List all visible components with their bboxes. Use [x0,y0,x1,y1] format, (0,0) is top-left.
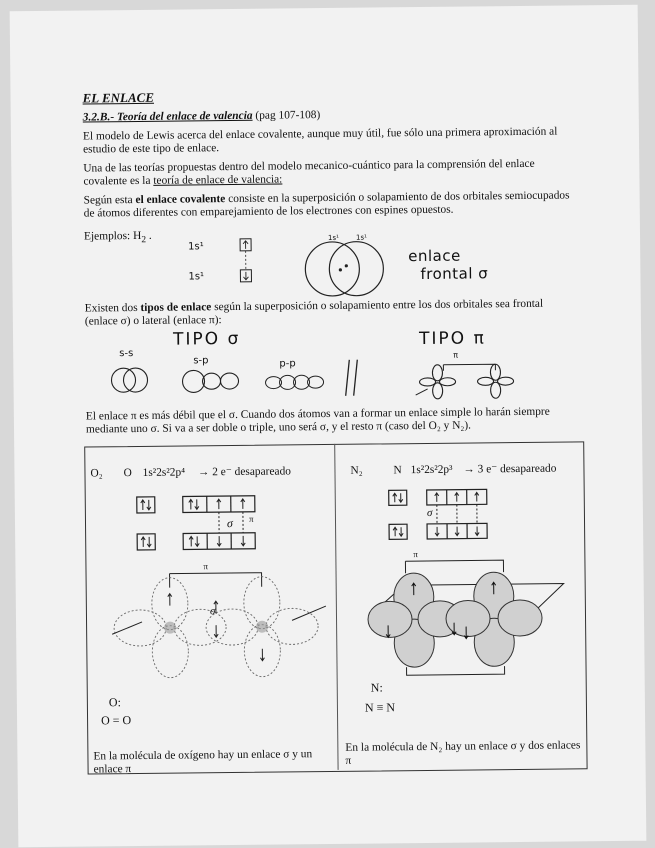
sigma-overlap-sketches [109,359,439,402]
o2-header [90,465,291,480]
o2-config: 1s²2s²2p⁴ [142,466,186,479]
n2-molecule: N₂ [350,464,363,477]
paragraph-theories [83,157,571,188]
n2-bond-drawing [363,553,574,679]
o2-sigma-drawing-label: σ [209,605,216,618]
paragraph-theories-text: Una de las teorías propuestas dentro del modelo mecanico-cuántico para la comprensión del enlace covalente es la [83,157,535,188]
o2-bond-drawing [111,564,328,684]
examples-label [84,230,152,248]
bond-types-a: Existen dos [84,301,141,315]
scanned-page [10,5,647,848]
tipo-pi-label: TIPO π [418,328,486,350]
h2-orbital-label-right: 1s¹ [355,233,367,242]
pp-label: p-p [279,358,296,370]
h2-label-top: 1s¹ [188,241,204,253]
section-heading [83,109,321,124]
examples-sub: 2 [141,235,147,246]
h2-overlap-drawing [302,239,393,298]
n2-header [350,463,556,478]
pi-overlap-sketch [415,354,525,403]
o2-orbital-diagram [131,493,272,556]
paragraph-bond-types [85,297,573,328]
o2-lewis: O: [108,695,121,710]
hand-note-enlace: enlace [408,246,461,266]
n2-unpaired: → 3 e⁻ desapareado [463,462,557,476]
section-title: 3.2.B.- Teoría del enlace de valencia [82,109,253,124]
n2-sigma-label: σ [426,506,433,519]
o2-pi-small: π [248,513,254,524]
section-pages: (pag 107-108) [255,109,321,122]
ss-label: s-s [119,348,134,360]
heading: EL ENLACE [82,89,155,106]
covalent-bold: el enlace covalente [135,193,226,207]
paragraph-lewis: El modelo de Lewis acerca del enlace covalente, aunque muy útil, fue sólo una primera aproximación al estudio de este tipo de enlace. [82,125,558,156]
paragraph-covalent-b: consiste en la superposición o solapamiento de dos orbitales semiocupados de átomos diferentes con emparejamiento de los electrones con espines opuestos. [83,189,570,220]
h2-orbital-boxes [238,237,259,287]
n2-config: 1s²2s²2p³ [410,463,453,477]
n2-caption: En la molécula de N₂ hay un enlace σ y dos enlaces π [345,739,581,767]
paragraph-covalent [84,189,572,220]
bond-types-bold: tipos de enlace [140,301,212,314]
o2-structure: O = O [100,713,132,728]
paragraph-covalent-a: Según esta [83,194,136,207]
o2-sigma-label: σ [226,516,234,531]
bond-types-b: según la superposición o solapamiento entre los dos orbitales sea frontal (enlace σ) o lateral (enlace π): [84,297,544,328]
examples-text: Ejemplos: H [83,229,142,243]
o2-caption: En la molécula de oxígeno hay un enlace σ y un enlace π [93,748,313,776]
h2-orbital-label-left: 1s¹ [327,233,339,242]
o2-molecule: O₂ [90,467,103,480]
n2-structure: N ≡ N [364,700,396,715]
n2-lewis: N: [370,680,383,695]
o2-unpaired: → 2 e⁻ desapareado [197,465,291,479]
o2-atom: O [123,467,132,480]
pi-small-label: π [453,350,459,360]
n2-atom: N [393,464,402,477]
tipo-sigma-label: TIPO σ [172,328,241,350]
valence-theory-link: teoría de enlace de valencia: [153,173,283,187]
hand-note-frontal: frontal σ [420,264,489,284]
examples-dot: . [145,229,152,242]
h2-label-bottom: 1s¹ [188,271,205,283]
o2-pi-label: π [203,561,209,572]
paragraph-pi-weaker: El enlace π es más débil que el σ. Cuando dos átomos van a formar un enlace simple lo harán siempre mediante uno σ. Si va a ser doble o triple, uno será σ, y el resto π (caso del O₂ y N₂). [85,405,550,436]
sp-label: s-p [193,355,209,367]
n2-orbital-diagram [383,486,504,545]
n2-pi-label: π [413,549,418,560]
